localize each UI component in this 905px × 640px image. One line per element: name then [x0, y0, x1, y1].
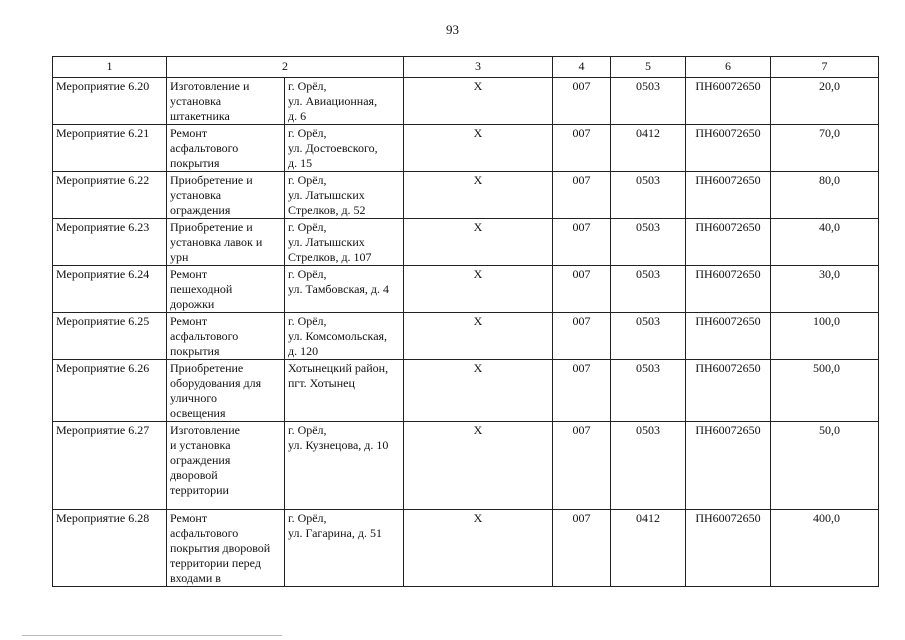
col6-cell: ПН60072650 [686, 172, 771, 219]
description-cell [167, 78, 285, 125]
col3-cell: Х [404, 360, 553, 422]
description-cell [167, 266, 285, 313]
address-line: г. Орёл, [288, 126, 327, 140]
col5-cell: 0412 [611, 125, 686, 172]
address-line: г. Орёл, [288, 173, 327, 187]
address-cell [285, 510, 404, 587]
col3-cell: Х [404, 510, 553, 587]
col4-cell: 007 [553, 219, 611, 266]
amount-cell: 50,0 [771, 422, 879, 510]
description-line: асфальтового [170, 526, 239, 540]
description-line: и установка [170, 438, 231, 452]
amount-cell: 400,0 [771, 510, 879, 587]
col6-cell: ПН60072650 [686, 219, 771, 266]
description-cell [167, 125, 285, 172]
event-cell: Мероприятие 6.21 [53, 125, 167, 172]
address-line: д. 6 [288, 109, 307, 123]
description-line: Изготовление и [170, 79, 250, 93]
col3-cell: Х [404, 313, 553, 360]
description-line: дворовой [170, 468, 218, 482]
col4-cell: 007 [553, 125, 611, 172]
col4-cell: 007 [553, 422, 611, 510]
address-cell [285, 219, 404, 266]
description-line: установка [170, 94, 222, 108]
address-line: г. Орёл, [288, 220, 327, 234]
col4-cell: 007 [553, 510, 611, 587]
col5-cell: 0412 [611, 510, 686, 587]
amount-cell: 30,0 [771, 266, 879, 313]
col3-cell: Х [404, 78, 553, 125]
address-line: ул. Гагарина, д. 51 [288, 526, 382, 540]
description-cell [167, 219, 285, 266]
col3-cell: Х [404, 125, 553, 172]
address-line: г. Орёл, [288, 79, 327, 93]
address-line: ул. Латышских [288, 235, 365, 249]
address-line: ул. Комсомольская, [288, 329, 388, 343]
amount-cell: 80,0 [771, 172, 879, 219]
event-cell: Мероприятие 6.26 [53, 360, 167, 422]
address-line: Хотынецкий район, [288, 361, 389, 375]
address-cell [285, 360, 404, 422]
table-row [53, 510, 879, 587]
table-row [53, 172, 879, 219]
event-cell: Мероприятие 6.20 [53, 78, 167, 125]
description-line: Приобретение [170, 361, 244, 375]
address-line: г. Орёл, [288, 314, 327, 328]
col6-cell: ПН60072650 [686, 313, 771, 360]
col3-cell: Х [404, 219, 553, 266]
table-body [53, 57, 879, 587]
header-cell-3: 3 [404, 57, 553, 78]
address-line: д. 120 [288, 344, 319, 358]
description-line: Ремонт [170, 314, 208, 328]
col6-cell: ПН60072650 [686, 125, 771, 172]
table-row [53, 266, 879, 313]
page-number: 93 [446, 22, 459, 37]
address-cell [285, 78, 404, 125]
col6-cell: ПН60072650 [686, 422, 771, 510]
col4-cell: 007 [553, 360, 611, 422]
description-line: установка [170, 188, 222, 202]
description-line: освещения [170, 406, 226, 420]
address-line: г. Орёл, [288, 267, 327, 281]
description-line: штакетника [170, 109, 230, 123]
description-line: урн [170, 250, 189, 264]
description-line: дорожки [170, 297, 215, 311]
table-row [53, 219, 879, 266]
amount-cell: 40,0 [771, 219, 879, 266]
address-line: г. Орёл, [288, 423, 327, 437]
description-line: Ремонт [170, 126, 208, 140]
description-line: Приобретение и [170, 220, 253, 234]
description-line: асфальтового [170, 329, 239, 343]
event-cell: Мероприятие 6.27 [53, 422, 167, 510]
address-line: ул. Латышских [288, 188, 365, 202]
address-line: Стрелков, д. 107 [288, 250, 372, 264]
col3-cell: Х [404, 172, 553, 219]
description-line: входами в [170, 571, 221, 585]
address-line: ул. Авиационная, [288, 94, 378, 108]
amount-cell: 500,0 [771, 360, 879, 422]
description-line: ограждения [170, 453, 231, 467]
description-line: покрытия дворовой [170, 541, 271, 555]
address-line: д. 15 [288, 156, 313, 170]
description-line: Изготовление [170, 423, 240, 437]
address-cell [285, 125, 404, 172]
col3-cell: Х [404, 422, 553, 510]
col6-cell: ПН60072650 [686, 360, 771, 422]
address-line: пгт. Хотынец [288, 376, 355, 390]
description-cell [167, 360, 285, 422]
col5-cell: 0503 [611, 266, 686, 313]
col5-cell: 0503 [611, 422, 686, 510]
event-cell: Мероприятие 6.24 [53, 266, 167, 313]
amount-cell: 70,0 [771, 125, 879, 172]
address-cell [285, 422, 404, 510]
description-cell [167, 172, 285, 219]
table-row [53, 422, 879, 510]
col3-cell: Х [404, 266, 553, 313]
description-cell [167, 313, 285, 360]
amount-cell: 100,0 [771, 313, 879, 360]
table-row [53, 125, 879, 172]
header-cell-4: 4 [553, 57, 611, 78]
description-line: оборудования для [170, 376, 262, 390]
col5-cell: 0503 [611, 360, 686, 422]
description-cell [167, 422, 285, 510]
description-line: покрытия [170, 344, 220, 358]
col5-cell: 0503 [611, 78, 686, 125]
header-cell-5: 5 [611, 57, 686, 78]
col6-cell: ПН60072650 [686, 510, 771, 587]
budget-table [52, 56, 879, 587]
col4-cell: 007 [553, 172, 611, 219]
table-row [53, 78, 879, 125]
amount-cell: 20,0 [771, 78, 879, 125]
address-cell [285, 266, 404, 313]
address-line: ул. Кузнецова, д. 10 [288, 438, 389, 452]
header-cell-6: 6 [686, 57, 771, 78]
description-line: покрытия [170, 156, 220, 170]
description-line: Приобретение и [170, 173, 253, 187]
description-line: уличного [170, 391, 217, 405]
col5-cell: 0503 [611, 172, 686, 219]
address-cell [285, 172, 404, 219]
event-cell: Мероприятие 6.25 [53, 313, 167, 360]
header-cell-1: 1 [53, 57, 167, 78]
description-line: Ремонт [170, 267, 208, 281]
col5-cell: 0503 [611, 219, 686, 266]
description-line: установка лавок и [170, 235, 263, 249]
col4-cell: 007 [553, 313, 611, 360]
event-cell: Мероприятие 6.23 [53, 219, 167, 266]
address-line: г. Орёл, [288, 511, 327, 525]
address-line: ул. Тамбовская, д. 4 [288, 282, 390, 296]
table-row [53, 360, 879, 422]
scan-edge-line [22, 635, 282, 636]
address-cell [285, 313, 404, 360]
description-line: территории перед [170, 556, 261, 570]
header-row [53, 57, 879, 78]
table-row [53, 313, 879, 360]
col4-cell: 007 [553, 266, 611, 313]
header-cell-7: 7 [771, 57, 879, 78]
description-line: территории [170, 483, 229, 497]
col6-cell: ПН60072650 [686, 266, 771, 313]
address-line: Стрелков, д. 52 [288, 203, 366, 217]
col5-cell: 0503 [611, 313, 686, 360]
description-line: ограждения [170, 203, 231, 217]
description-cell [167, 510, 285, 587]
col6-cell: ПН60072650 [686, 78, 771, 125]
event-cell: Мероприятие 6.22 [53, 172, 167, 219]
event-cell: Мероприятие 6.28 [53, 510, 167, 587]
col4-cell: 007 [553, 78, 611, 125]
description-line: асфальтового [170, 141, 239, 155]
description-line: пешеходной [170, 282, 233, 296]
description-line: Ремонт [170, 511, 208, 525]
header-cell-2: 2 [167, 57, 404, 78]
address-line: ул. Достоевского, [288, 141, 378, 155]
